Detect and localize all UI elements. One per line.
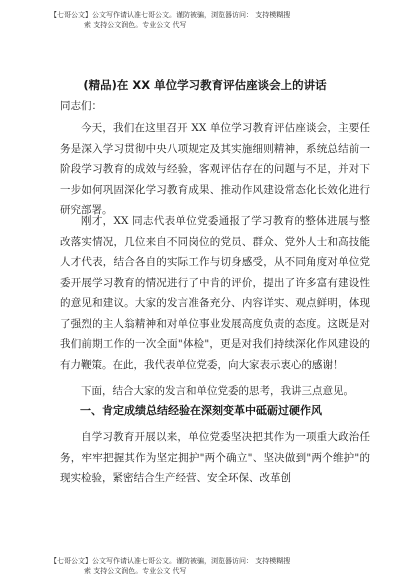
footer-banner [50,556,380,576]
header-banner-line2: 索 支持公文润色。专业公文 代写 [84,21,187,29]
paragraph-3 [60,381,370,402]
paragraph-3-text: 下面，结合大家的发言和单位党委的思考，我讲三点意见。 [81,385,354,397]
paragraph-4 [60,427,370,489]
paragraph-1-text: 今天，我们在这里召开 XX 单位学习教育评估座谈会，主要任务是深入学习贯彻中央八项规定及其实施细则精神，系统总结前一阶段学习教育的成效与经验，客观评估存在的问题与不足，并对下一步如何巩固深化学习教育成果、推动作风建设常态化长效化进行研究部署。 [60,122,370,216]
section-heading-1: 一、肯定成绩总结经验在深刻变革中砥砺过硬作风 [80,404,322,417]
document-title: (精品)在 XX 单位学习教育评估座谈会上的讲话 [83,78,327,92]
paragraph-4-text: 自学习教育开展以来，单位党委坚决把其作为一项重大政治任务，牢牢把握其作为坚定拥护"两个确立"、坚决做到"两个维护"的现实检验，紧密结合生产经营、安全环保、改革创 [60,431,370,484]
footer-banner-line1: 【七哥公文】公文写作请认准七哥公文。谨防被骗，浏览器访问： 支持模糊搜 [50,557,291,565]
paragraph-1 [60,118,370,221]
footer-banner-line2: 索 支持公文润色。专业公文 代写 [84,567,187,575]
paragraph-2-text: 刚才，XX 同志代表单位党委通报了学习教育的整体进展与整改落实情况，几位来自不同岗位的党员、群众、党外人士和高技能人才代表，结合各自的实际工作与切身感受，从不同角度对单位党委开展学习教育的情况进行了中肯的评价，提出了许多富有建设性的意见和建议。大家的发言准备充分、内容详实、观点鲜明，体现了强烈的主人翁精神和对单位事业发展高度负责的态度。这既是对我们前期工作的一次全面"体检"，更是对我们持续深化作风建设的有力鞭策。在此，我代表单位党委，向大家表示衷心的感谢！ [60,215,370,371]
header-banner [50,10,380,30]
greeting: 同志们： [60,100,102,112]
header-banner-line1: 【七哥公文】公文写作请认准七哥公文。谨防被骗，浏览器访问： 支持模糊搜 [50,11,291,19]
paragraph-2 [60,211,370,375]
